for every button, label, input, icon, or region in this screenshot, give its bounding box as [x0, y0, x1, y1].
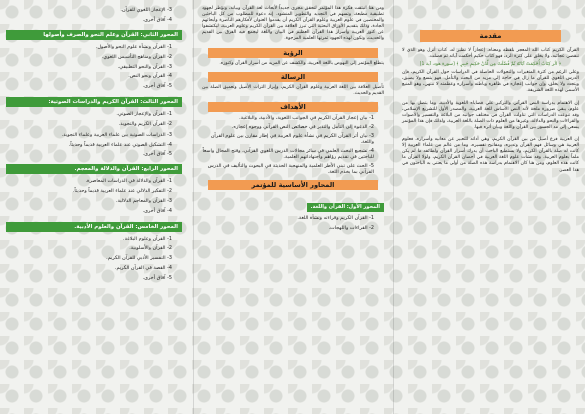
intro-paragraph: ومن هنا انبثقت فكرة هذا المؤتمر لتحقق مجرى جديداً لأبحاث لغة القرآن وبيانه، وتؤطر لجهود تطبيقية مطبعة، وتسهم في التجديد والتطوير المنشود. إنه دعوة للمطلوب من كل الباحثين والمختصين في علوم العربية وعلوم القرآن الكريم أن يقدموا العنوان لأفكارهم الناضرة وأبحاثهم الجادة، وذلك بتقديم الأوراق البحثية التي تبرز العلاقة بين القرآن الكريم وعلوم العربية، ليكتشفوا عن كنوز العربية وأسرار هذا القرآن العظيم في البيان واللغة ليجمع فيه الفرق بين القديم والحديث، وتكون لهذه الجهود ثمرتها العلمية المرجوة.	[202, 6, 384, 42]
axis5-heading: المحور الخامس: القرآن والعلوم الأدبية.	[6, 222, 182, 232]
axis2-list	[6, 43, 182, 92]
list-item: 1- بيان إعجاز القرآن الكريم في الجوانب اللغوية، والأدبية، والبلاغية.	[239, 114, 374, 121]
mission-text: تأصيل العلاقة بين اللغة العربية وعلوم القرآن الكريم، وإبراز التراث الأصيل وتعميق الصلة بين القديم والحديث.	[202, 84, 384, 96]
axis2-heading: المحور الثاني: القرآن وعلم النحو والصرف وأصولها	[6, 30, 182, 40]
quran-verse: ﴿ الَر كِتَابٌ أُحْكِمَتْ آيَاتُهُ ثُمَّ فُصِّلَتْ مِن لَّدُنْ حَكِيمٍ خَبِيرٍ ﴾ [سورة هود، آية 1]	[419, 62, 562, 68]
list-item: 2- القراءات واللهجات.	[328, 224, 374, 231]
list-item: 2- التفكير الدلالي عند علماء العربية قديماً وحديثاً.	[72, 188, 172, 195]
goals-list	[202, 115, 384, 175]
fold-line	[193, 0, 194, 414]
axes-title: المحاور الأساسية للمؤتمر	[208, 180, 378, 190]
list-item: 1- القرآن والدلالة في الدراسات المعاصرة.	[85, 178, 172, 185]
axis3-heading: المحور الثالث: القرآن الكريم والدراسات الصوتية:	[6, 97, 182, 107]
left-panel	[0, 0, 190, 414]
list-item: 1- القرآن والإعجاز الصوتي.	[116, 110, 172, 117]
list-item: 2- الدعوة إلى التأمل والتدبر في خصائص النص القرآني ووجوه إعجازه.	[231, 123, 374, 130]
list-item: 3- التفسير الأدبي للقرآن الكريم.	[106, 255, 172, 262]
right-panel	[396, 0, 585, 414]
axis4-heading: المحور الرابع: القرآن والدلالة والمعجم.	[6, 164, 182, 174]
axis5-list	[6, 235, 182, 284]
intro-p1: القرآن الكريم كتاب الله المعجز بلفظه ومعناه، إعجازاً لا نظير له، كتاب أنزل وهو الذي لا تنقضي عجائبه، ولا يخلق على كثرة الرد، فهو كتاب حكيم أحكمت آياته ثم فصلت.	[402, 48, 579, 60]
list-item: 3- بيان أثر القرآن الكريم في نشأة علوم العربية في إطار مقارن بين علوم القرآن واللغة.	[210, 132, 374, 145]
intro-p4: إن العربية فرع أصيل من بين القرآن الكريم، وهي أداته للتعبير عن معانيه وأسراره، فعلوم العربية هي وسائل فهم القرآن وتدبره، ومفاتيح تفسيره، وما من عالم من علماء العربية إلا كانت له صلة بالقرآن الكريم، ولا يستطيع الباحث أن يدرك أسرار القرآن ولطائفه ما لم يكن ملماً بعلوم العربية. وقد نشأت علوم اللغة العربية في أحضان القرآن الكريم، ولولا القرآن ما كانت هذه العلوم، ومن هنا كان الاهتمام بدراسة هذه الصلة من أولى ما يعتنى به الباحثون في هذا العصر.	[402, 137, 579, 173]
axis1-heading: المحور الأول: القرآن واللغة.	[307, 203, 384, 212]
list-item: 5- آفاق أخرى.	[142, 83, 172, 90]
middle-panel	[196, 0, 390, 414]
list-item: 2- القرآن ومناهج التأسيس اللغوي.	[101, 53, 172, 60]
axis1-continued-list	[6, 6, 182, 25]
axis3-list	[6, 110, 182, 159]
intro-p3: إن الاهتمام بدراسة النص القرآني والتركيز على قضاياه اللغوية والأدبية، وما يتصل بها من علوم، يبقى ضرورة ملحة لأنه النص الأساس للغة العربية، والمصدر الأول للتشريع الإسلامي، وقد تنوعت الدراسات التي تناولت القرآن في مختلف جوانبه من البلاغة والتفسير والأصوات والقراءات والنحو والدلالة، وغيرها من العلوم ذات الصلة باللغة العربية، ولذلك فإن هذا المؤتمر يسعى إلى مد الجسور بين القرآن واللغة وبيان أثره فيها.	[402, 100, 579, 130]
list-item: 3- الإعجاز اللغوي للقرآن.	[120, 7, 172, 13]
list-item: 1- القرآن الكريم وقراءته ونشأة اللغة.	[297, 214, 374, 221]
goals-title: الأهداف	[208, 102, 378, 112]
list-item: 4- آفاق أخرى.	[142, 16, 172, 23]
axis1-list	[202, 214, 384, 234]
list-item: 3- الدراسات الصوتية بين علماء العربية وعلماء التجويد.	[61, 131, 172, 138]
list-item: 2- القرآن الكريم والتجويد.	[118, 120, 172, 127]
list-item: 3- القرآن والنحو التطبيقي.	[117, 63, 172, 70]
list-item: 4- آفاق أخرى.	[142, 207, 172, 214]
intro-title: مقدمة	[420, 30, 561, 42]
mission-title: الرسالة	[208, 72, 378, 82]
vision-text: يتطلع المؤتمر إلى النهوض باللغة العربية، والكشف عن المزيد من أسرار القرآن وكنوزه.	[219, 60, 384, 66]
vision-title: الرؤية	[208, 48, 378, 58]
intro-p2: وعلى الرغم من كثرة المتغيرات والتحولات الحاصلة في الدراسات حول القرآن الكريم، فإن الدرس اللغوي للقرآن ما زال في حاجة إلى مزيد من البحث والتأمل. فهو يتسع ولا يضيق، ويتجدد ولا يخلق، وإن جوانب إعجازه في ظاهره وباطنه وأسراره وعظمته لا تنتهي، وهو المنبع الأسمى لهذه اللغة الشريفة.	[402, 70, 579, 94]
list-item: 3- القرآن والمعاجم الدلالية.	[115, 197, 172, 204]
list-item: 2- القرآن والأسلوبية.	[129, 245, 172, 252]
list-item: 5- آفاق أخرى.	[142, 150, 172, 157]
axis4-list	[6, 177, 182, 216]
list-item: 5- آفاق أخرى.	[142, 274, 172, 281]
list-item: 1- القرآن وعلوم البلاغة.	[123, 235, 172, 242]
list-item: 1- القرآن ونشأة علوم النحو والأصول.	[95, 44, 172, 50]
list-item: 5- الحث على تبني الأطر العلمية والمنهجية الحديثة في البحوث والتأليف في الدرس القرآني بما يخدم اللغة.	[207, 162, 374, 175]
list-item: 4- تشجيع البحث العلمي في سائر مجالات الدرس اللغوي القرآني، وفتح المجال واسعاً للباحثين في تقديم رؤاهم واجتهاداتهم العلمية.	[202, 147, 374, 160]
list-item: 4- التشكيل الصوتي عند علماء العربية قديماً وحديثاً.	[68, 141, 172, 148]
fold-line	[393, 0, 394, 414]
list-item: 4- القرآن ونحو النص.	[128, 73, 172, 80]
list-item: 4- القصة في القرآن الكريم.	[114, 264, 172, 271]
